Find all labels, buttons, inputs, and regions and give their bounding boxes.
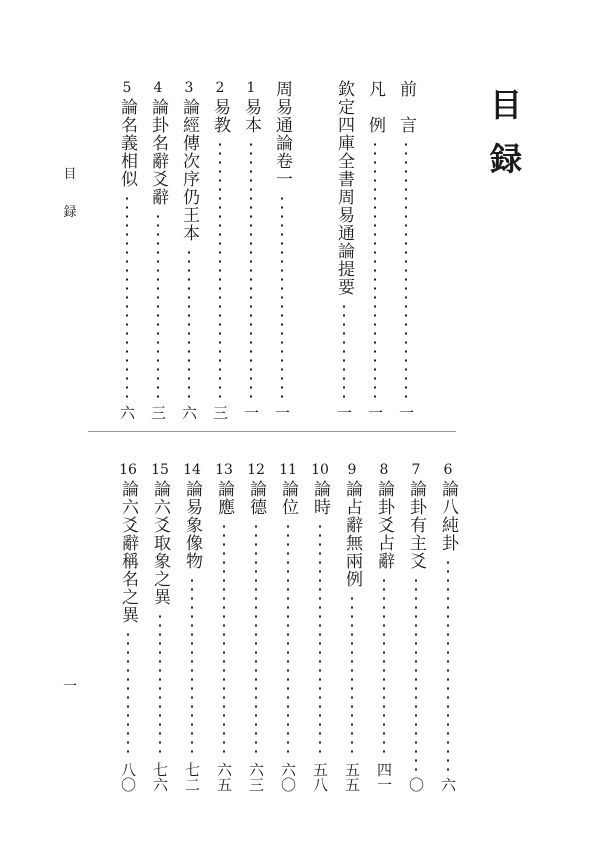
- toc-entry-label: 論占辭無兩例: [342, 480, 362, 588]
- toc-entry-number: 10: [311, 462, 329, 478]
- toc-entry: [117, 462, 139, 792]
- toc-entry-page: 〇: [407, 777, 425, 792]
- toc-entry-page: 一: [242, 405, 260, 420]
- toc-entry: [437, 462, 459, 792]
- page-folio: 一: [63, 679, 77, 695]
- toc-entry-number: 13: [215, 462, 233, 478]
- toc-entry-page: 五五: [343, 762, 361, 792]
- leader-dots: [127, 630, 129, 756]
- toc-entry-page: 六: [118, 405, 136, 420]
- toc-entry-label: 凡 例: [365, 80, 385, 134]
- toc-entry-label: 論六爻取象之異: [150, 480, 170, 606]
- running-head-char: 目: [63, 167, 77, 182]
- toc-entry-number: 12: [247, 462, 265, 478]
- toc-entry-label: 論八純卦: [438, 480, 458, 552]
- toc-entry-label: 論卦爻占辭: [374, 480, 394, 570]
- toc-entry: [147, 80, 169, 420]
- running-head-char: 録: [63, 205, 77, 220]
- toc-entry-number: 9: [347, 462, 357, 478]
- toc-entry-number: 11: [279, 462, 297, 478]
- toc-entry: [178, 80, 200, 420]
- toc-entry-label: 論卦有主爻: [406, 480, 426, 570]
- leader-dots: [351, 594, 353, 756]
- toc-entry: [302, 80, 324, 420]
- toc-entry-label: 論時: [310, 480, 330, 516]
- toc-entry-label: 論應: [214, 480, 234, 516]
- toc-entry: [116, 80, 138, 420]
- toc-entry: [181, 462, 203, 792]
- toc-entry-number: 14: [183, 462, 201, 478]
- toc-entry-page: 三: [149, 405, 167, 420]
- toc-entry-number: 5: [122, 80, 132, 96]
- toc-entry: [341, 462, 363, 792]
- toc-entry-page: 五八: [311, 762, 329, 792]
- toc-entry-page: 六〇: [279, 762, 297, 792]
- toc-entry-label: 論位: [278, 480, 298, 516]
- toc-entry-page: 七二: [183, 762, 201, 792]
- toc-entry-label: 易本: [241, 98, 261, 134]
- toc-entry: [333, 80, 355, 420]
- toc-entry-number: 16: [119, 462, 137, 478]
- toc-entry-page: 六五: [215, 762, 233, 792]
- toc-entry-page: 一: [397, 405, 415, 420]
- running-head: [60, 166, 80, 242]
- toc-entry: [245, 462, 267, 792]
- toc-entry-page: 一: [273, 405, 291, 420]
- leader-dots: [415, 576, 417, 771]
- leader-dots: [319, 522, 321, 756]
- section-divider: [88, 431, 456, 432]
- toc-entry: [271, 80, 293, 420]
- toc-entry-label: 論經傳次序仍王本: [179, 98, 199, 242]
- toc-entry-number: 15: [151, 462, 169, 478]
- leader-dots: [159, 612, 161, 756]
- toc-entry-number: 1: [246, 80, 256, 96]
- toc-entry-label: 易教: [210, 98, 230, 134]
- leader-dots: [281, 194, 283, 399]
- toc-entry-label: 前 言: [396, 80, 416, 134]
- toc-entry-number: 4: [153, 80, 163, 96]
- toc-entry-page: 六: [180, 405, 198, 420]
- toc-entry-label: 論卦名辭爻辭: [148, 98, 168, 206]
- leader-dots: [250, 140, 252, 399]
- leader-dots: [188, 248, 190, 399]
- toc-entry: [395, 80, 417, 420]
- toc-entry-number: 8: [379, 462, 389, 478]
- leader-dots: [343, 302, 345, 399]
- toc-entry: [309, 462, 331, 792]
- toc-entry: [240, 80, 262, 420]
- toc-entry: [373, 462, 395, 792]
- leader-dots: [374, 140, 376, 399]
- toc-entry-label: 論六爻辭稱名之異: [118, 480, 138, 624]
- toc-entry-page: 七六: [151, 762, 169, 792]
- leader-dots: [219, 140, 221, 399]
- toc-entry-label: 論易象像物: [182, 480, 202, 570]
- toc-title: 目録: [485, 88, 523, 196]
- leader-dots: [383, 576, 385, 756]
- toc-entry-label: 欽定四庫全書周易通論提要: [334, 80, 354, 296]
- toc-entry-page: 一: [366, 405, 384, 420]
- toc-entry-number: 7: [411, 462, 421, 478]
- leader-dots: [126, 194, 128, 399]
- toc-entry-number: 2: [215, 80, 225, 96]
- toc-entry-page: 八〇: [119, 762, 137, 792]
- toc-entry-page: 六三: [247, 762, 265, 792]
- toc-entry-label: 論德: [246, 480, 266, 516]
- toc-entry: [277, 462, 299, 792]
- leader-dots: [447, 558, 449, 771]
- toc-entry: [213, 462, 235, 792]
- leader-dots: [157, 212, 159, 399]
- leader-dots: [191, 576, 193, 756]
- leader-dots: [255, 522, 257, 756]
- toc-entry-number: 6: [443, 462, 453, 478]
- toc-entry-page: 三: [211, 405, 229, 420]
- toc-entry-page: 一: [335, 405, 353, 420]
- leader-dots: [405, 140, 407, 399]
- toc-entry: [209, 80, 231, 420]
- leader-dots: [287, 522, 289, 756]
- toc-entry: [149, 462, 171, 792]
- toc-entry: [405, 462, 427, 792]
- toc-entry-label: 周易通論卷一: [272, 80, 292, 188]
- toc-entry-label: 論名義相似: [117, 98, 137, 188]
- toc-entry-page: 六: [439, 777, 457, 792]
- toc-entry: [364, 80, 386, 420]
- toc-entry-page: 四一: [375, 762, 393, 792]
- toc-entry-number: 3: [184, 80, 194, 96]
- leader-dots: [223, 522, 225, 756]
